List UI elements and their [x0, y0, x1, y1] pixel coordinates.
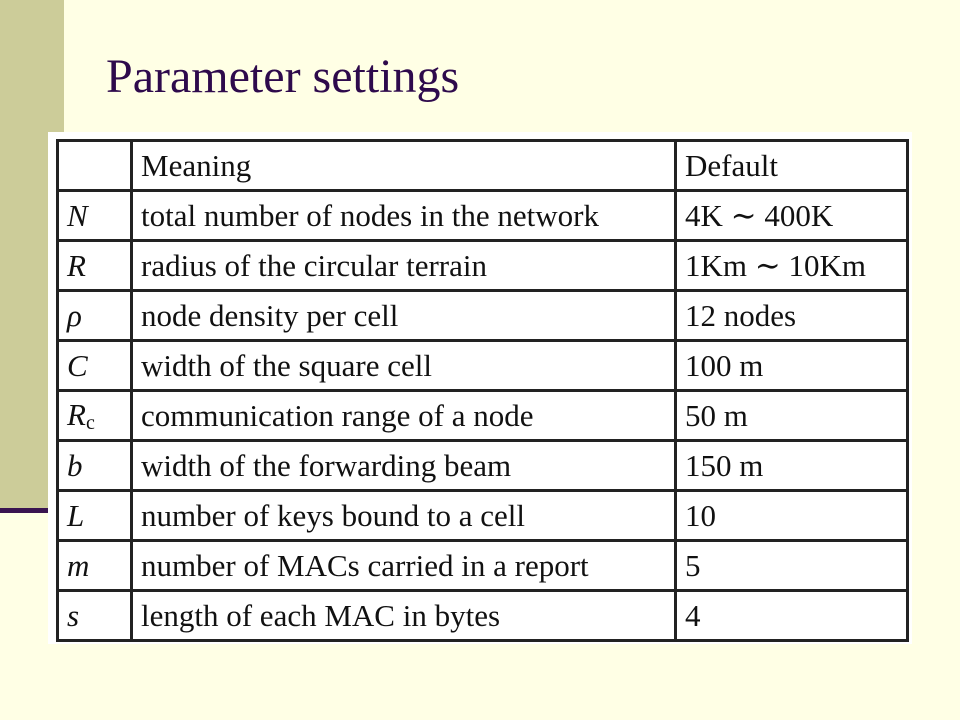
header-symbol	[58, 141, 132, 191]
meaning-cell: total number of nodes in the network	[132, 191, 676, 241]
meaning-cell: length of each MAC in bytes	[132, 591, 676, 641]
meaning-cell: width of the square cell	[132, 341, 676, 391]
table-row	[58, 591, 908, 641]
symbol-subscript: c	[85, 411, 95, 434]
default-cell: 5	[676, 541, 908, 591]
symbol-cell: m	[58, 541, 132, 591]
meaning-cell: width of the forwarding beam	[132, 441, 676, 491]
default-cell: 12 nodes	[676, 291, 908, 341]
table-row	[58, 491, 908, 541]
symbol-cell: s	[58, 591, 132, 641]
table-row	[58, 291, 908, 341]
table-row	[58, 541, 908, 591]
symbol-cell	[58, 391, 132, 441]
symbol-cell: L	[58, 491, 132, 541]
symbol-cell: ρ	[58, 291, 132, 341]
meaning-cell: radius of the circular terrain	[132, 241, 676, 291]
slide-title: Parameter settings	[106, 50, 460, 103]
default-cell: 50 m	[676, 391, 908, 441]
symbol-cell: N	[58, 191, 132, 241]
table-row	[58, 241, 908, 291]
symbol-cell: b	[58, 441, 132, 491]
default-cell: 4	[676, 591, 908, 641]
parameter-table-panel	[48, 132, 912, 644]
table-row	[58, 391, 908, 441]
default-cell: 4K ∼ 400K	[676, 191, 908, 241]
table-row	[58, 441, 908, 491]
header-meaning: Meaning	[132, 141, 676, 191]
table-row	[58, 341, 908, 391]
table-header-row	[58, 141, 908, 191]
symbol-cell: C	[58, 341, 132, 391]
default-cell: 10	[676, 491, 908, 541]
meaning-cell: node density per cell	[132, 291, 676, 341]
header-default: Default	[676, 141, 908, 191]
meaning-cell: number of keys bound to a cell	[132, 491, 676, 541]
meaning-cell: number of MACs carried in a report	[132, 541, 676, 591]
parameter-table	[56, 139, 909, 642]
default-cell: 100 m	[676, 341, 908, 391]
default-cell: 1Km ∼ 10Km	[676, 241, 908, 291]
symbol-cell: R	[58, 241, 132, 291]
table-row	[58, 191, 908, 241]
symbol-main: R	[67, 396, 86, 432]
meaning-cell: communication range of a node	[132, 391, 676, 441]
default-cell: 150 m	[676, 441, 908, 491]
